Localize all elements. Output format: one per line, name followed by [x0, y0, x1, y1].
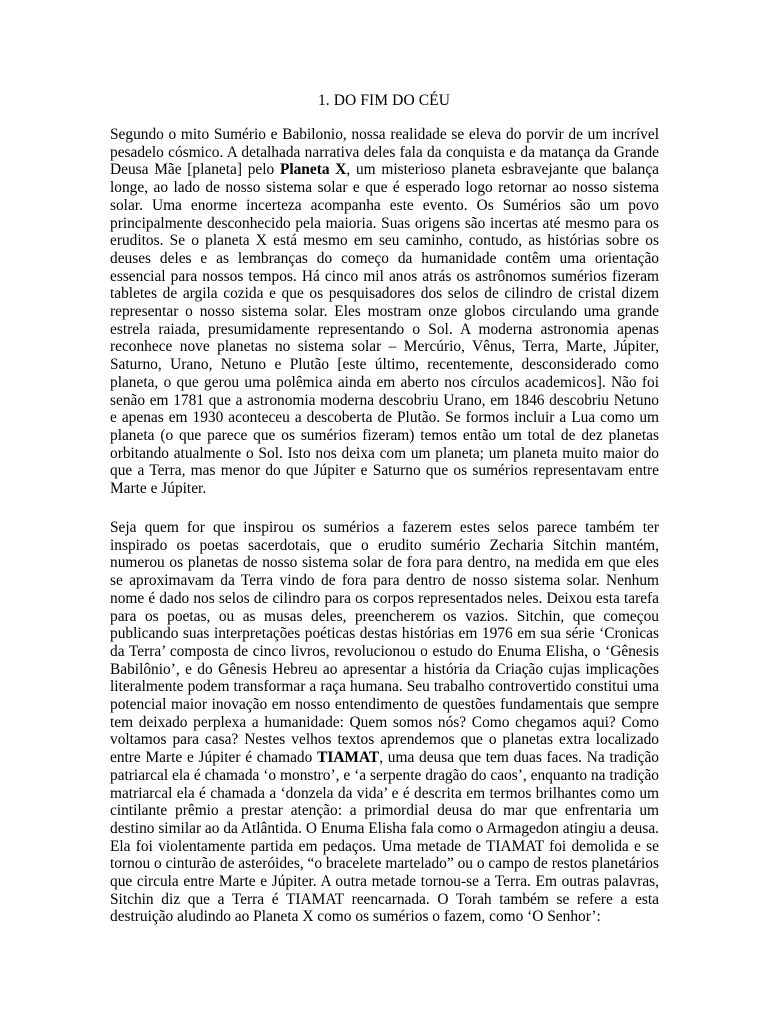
paragraph-2-text-a: Seja quem for que inspirou os sumérios a fazerem estes selos parece também ter inspirado os poetas sacerdotais, que o erudito sumério Zecharia Sitchin mantém, numerou os planetas de nosso sistema solar de fora para dentro, na medida em que eles se aproximavam da Terra vindo de fora para dentro de nosso sistema solar. Nenhum nome é dado nos selos de cilindro para os corpos representados neles. Deixou esta tarefa para os poetas, ou as musas deles, preencherem os vazios. Sitchin, que começou publicando suas interpretações poéticas destas histórias em 1976 em sua série ‘Cronicas da Terra’ composta de cinco livros, revolucionou o estudo do Enuma Elisha, o ‘Gênesis Babilônio’, e do Gênesis Hebreu ao apresentar a história da Criação cujas implicações literalmente podem transformar a raça humana. Seu trabalho controvertido constitui uma potencial maior inovação em nosso entendimento de questões fundamentais que sempre tem deixado perplexa a humanidade: Quem somos nós? Como chegamos aqui? Como voltamos para casa? Nestes velhos textos aprendemos que o planetas extra localizado entre Marte e Júpiter é chamado: [110, 519, 659, 767]
paragraph-2-text-b: , uma deusa que tem duas faces. Na tradição patriarcal ela é chamada ‘o monstro’, e ‘a serpente dragão do caos’, enquanto na tradição matriarcal ela é chamada a ‘donzela da vida’ e é descrita em termos brilhantes como um cintilante prêmio a prestar atenção: a primordial deusa do mar que enfrentaria um destino similar ao da Atlântida. O Enuma Elisha fala como o Armagedon atingiu a deusa. Ela foi violentamente partida em pedaços. Uma metade de TIAMAT foi demolida e se tornou o cinturão de asteróides, “o bracelete martelado” ou o campo de restos planetários que circula entre Marte e Júpiter. A outra metade tornou-se a Terra. Em outras palavras, Sitchin diz que a Terra é TIAMAT reencarnada. O Torah também se refere a esta destruição aludindo ao Planeta X como os sumérios o fazem, como ‘O Senhor’:: [110, 749, 659, 926]
planeta-x-term: Planeta X: [279, 161, 347, 179]
tiamat-term: TIAMAT: [317, 749, 380, 767]
paragraph-1-text-a: Segundo o mito Sumério e Babilonio, nossa realidade se eleva do porvir de um incrível pesadelo cósmico. A detalhada narrativa deles fala da conquista e da matança da Grande Deusa Mãe [planeta] pelo: [110, 126, 659, 179]
chapter-title: 1. DO FIM DO CÉU: [317, 92, 451, 109]
paragraph-1: [110, 126, 659, 498]
paragraph-2: [110, 519, 659, 926]
paragraph-1-text-b: , um misterioso planeta esbravejante que balança longe, ao lado de nosso sistema solar e que é esperado logo retornar ao nosso sistema solar. Uma enorme incerteza acompanha este evento. Os Sumérios são um povo principalmente desconhecido pela maioria. Suas origens são incertas até mesmo para os eruditos. Se o planeta X está mesmo em seu caminho, contudo, as histórias sobre os deuses deles e as lembranças do começo da humanidade contêm uma orientação essencial para nossos tempos. Há cinco mil anos atrás os astrônomos sumérios fizeram tabletes de argila cozida e que os pesquisadores dos selos de cilindro de cristal dizem representar o nosso sistema solar. Eles mostram onze globos circulando uma grande estrela raiada, presumidamente representando o Sol. A moderna astronomia apenas reconhece nove planetas no sistema solar – Mercúrio, Vênus, Terra, Marte, Júpiter, Saturno, Urano, Netuno e Plutão [este último, recentemente, desconsiderado como planeta, o que gerou uma polêmica ainda em aberto nos círculos academicos]. Não foi senão em 1781 que a astronomia moderna descobriu Urano, em 1846 descobriu Netuno e apenas em 1930 aconteceu a descoberta de Plutão. Se formos incluir a Lua como um planeta (o que parece que os sumérios fizeram) temos então um total de dez planetas orbitando atualmente o Sol. Isto nos deixa com um planeta; um planeta muito maior do que a Terra, mas menor do que Júpiter e Saturno que os sumérios representavam entre Marte e Júpiter.: [110, 161, 659, 498]
